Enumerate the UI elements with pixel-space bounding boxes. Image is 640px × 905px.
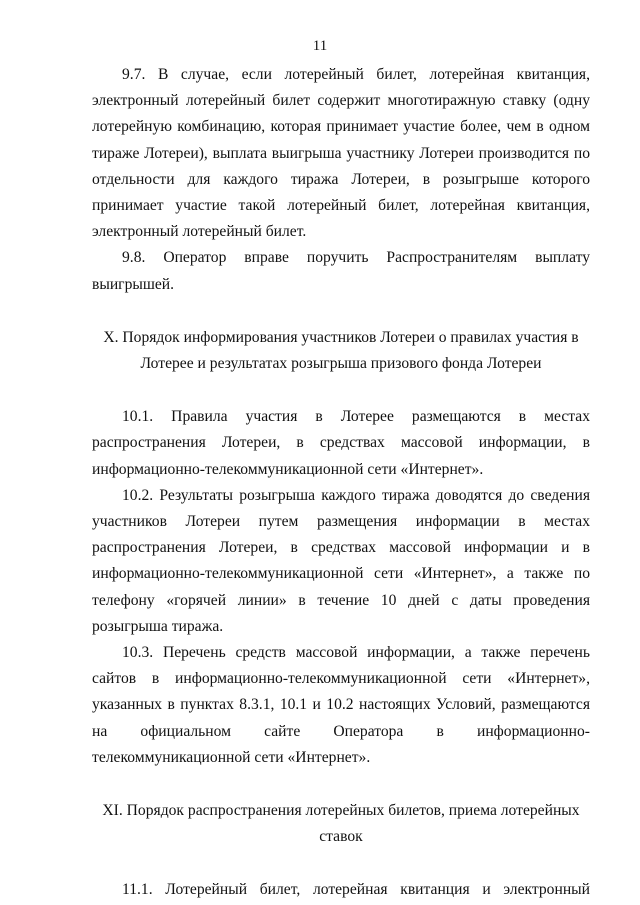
paragraph-9-8: 9.8. Оператор вправе поручить Распространителям выплату выигрышей. — [92, 249, 590, 293]
paragraph-9-7: 9.7. В случае, если лотерейный билет, лотерейная квитанция, электронный лотерейный билет содержит многотиражную ставку (одну лотерейную комбинацию, которая принимает участие более, чем в одном тираже Лотереи), выплата выигрыша участнику Лотереи производится по отдельности для каждого тиража Лотереи, в розыгрыше которого принимает участие такой лотерейный билет, лотерейная квитанция, электронный лотерейный билет. — [92, 66, 590, 241]
section-x-heading: X. Порядок информирования участников Лотереи о правилах участия в Лотерее и результатах розыгрыша призового фонда Лотереи — [103, 328, 579, 373]
paragraph-10-1: 10.1. Правила участия в Лотерее размещаются в местах распространения Лотереи, в средствах массовой информации, в информационно-телекоммуникационной сети «Интернет». — [92, 408, 590, 478]
section-xi-heading: XI. Порядок распространения лотерейных билетов, приема лотерейных ставок — [102, 802, 580, 846]
paragraph-10-2: 10.2. Результаты розыгрыша каждого тиража доводятся до сведения участников Лотереи путем размещения информации в местах распространения Лотереи, в средствах массовой информации и в информационно-телекоммуникационной сети «Интернет», а также по телефону «горячей линии» в течение 10 дней с даты проведения розыгрыша тиража. — [92, 486, 590, 635]
document-body — [92, 62, 590, 904]
paragraph-10-3: 10.3. Перечень средств массовой информации, а также перечень сайтов в информационно-телекоммуникационной сети «Интернет», указанных в пунктах 8.3.1, 10.1 и 10.2 настоящих Условий, размещаются на официальном сайте Оператора в информационно-телекоммуникационной сети «Интернет». — [92, 644, 590, 766]
page-number: 11 — [312, 38, 328, 54]
paragraph-11-1: 11.1. Лотерейный билет, лотерейная квитанция и электронный — [122, 881, 590, 899]
